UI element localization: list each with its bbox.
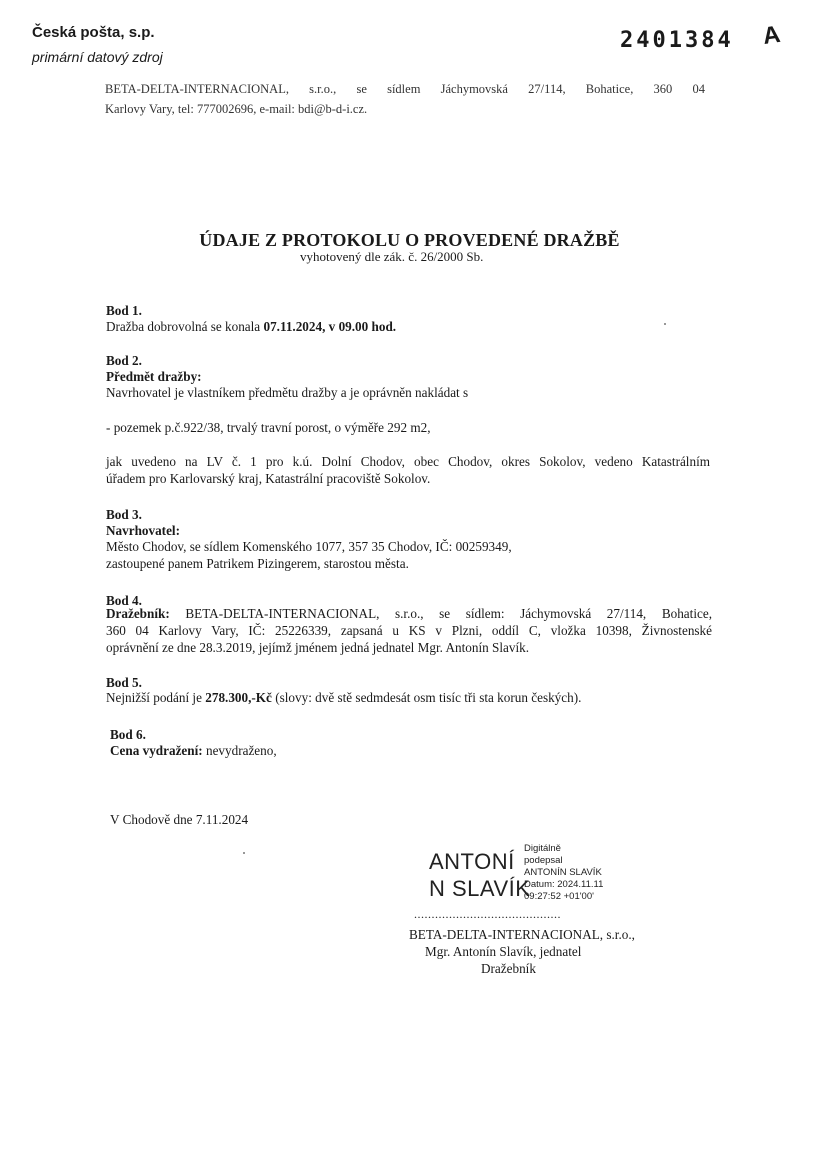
scan-speck [243, 852, 245, 854]
letterhead [105, 82, 705, 97]
bod2-line-1: Navrhovatel je vlastníkem předmětu dražby a je oprávněn nakládat s [106, 385, 469, 400]
signature-role: Dražebník [481, 961, 536, 976]
bod5-text [106, 689, 581, 706]
bod4-label: Dražebník: [106, 606, 170, 621]
letterhead-line-2: Karlovy Vary, tel: 777002696, e-mail: bdi@b-d-i.cz. [105, 102, 368, 116]
bod5-text-post: (slovy: dvě stě sedmdesát osm tisíc tři sta korun českých). [271, 690, 582, 705]
signature-dotted-line: .......................................... [414, 907, 561, 921]
bod2-line-3: úřadem pro Karlovarský kraj, Katastrální pracoviště Sokolov. [106, 471, 431, 486]
digital-line-4: Datum: 2024.11.11 [524, 879, 604, 890]
bod4-line-3: oprávnění ze dne 28.3.2019, jejímž jménem jedná jednatel Mgr. Antonín Slavík. [106, 640, 530, 655]
page-title: ÚDAJE Z PROTOKOLU O PROVEDENÉ DRAŽBĚ [199, 230, 620, 250]
page-subtitle: vyhotovený dle zák. č. 26/2000 Sb. [300, 249, 484, 264]
bod2-heading: Bod 2. [106, 353, 142, 368]
post-office-subtitle: primární datový zdroj [32, 49, 163, 65]
scan-speck [664, 323, 666, 325]
bod6-heading: Bod 6. [110, 727, 146, 742]
signature-name-line-1: ANTONÍ [429, 849, 515, 874]
bod4-line-1 [106, 605, 712, 622]
digital-line-3: ANTONÍN SLAVÍK [524, 867, 602, 878]
place-date: V Chodově dne 7.11.2024 [110, 812, 249, 827]
digital-signature-info [524, 843, 603, 903]
signature-person: Mgr. Antonín Slavík, jednatel [425, 944, 582, 959]
letterhead-line-1: BETA-DELTA-INTERNACIONAL, s.r.o., se sídlem Jáchymovská 27/114, Bohatice, 360 04 [105, 82, 705, 96]
signature-company: BETA-DELTA-INTERNACIONAL, s.r.o., [409, 927, 635, 942]
bod1-heading: Bod 1. [106, 303, 142, 318]
bod4-line-1-wrap [106, 605, 712, 622]
bod3-line-2: zastoupené panem Patrikem Pizingerem, starostou města. [106, 556, 409, 571]
bod5-price: 278.300,-Kč [205, 690, 272, 705]
document-number: 2401384 [620, 28, 734, 53]
bod6-text [110, 742, 277, 759]
bod2-line-2: jak uvedeno na LV č. 1 pro k.ú. Dolní Chodov, obec Chodov, okres Sokolov, vedeno Katastrálním [106, 454, 710, 469]
bod4-line-2: 360 04 Karlovy Vary, IČ: 25226339, zapsaná u KS v Plzni, oddíl C, vložka 10398, Živnostenské [106, 623, 712, 638]
bod6-label: Cena vydražení: [110, 743, 203, 758]
digital-line-2: podepsal [524, 855, 563, 866]
bod4-line-1-text: BETA-DELTA-INTERNACIONAL, s.r.o., se sídlem: Jáchymovská 27/114, Bohatice, [169, 606, 712, 621]
bod6-value: nevydraženo, [202, 743, 277, 758]
document-suffix: A [761, 20, 783, 51]
bod4-line-2-wrap [106, 622, 712, 639]
bod2-item: - pozemek p.č.922/38, trvalý travní porost, o výměře 292 m2, [106, 420, 431, 435]
bod3-line-1: Město Chodov, se sídlem Komenského 1077, 357 35 Chodov, IČ: 00259349, [106, 539, 512, 554]
bod2-line-2-wrap [106, 453, 710, 470]
bod1-datetime: 07.11.2024, v 09.00 hod. [263, 319, 397, 334]
digital-line-5: 09:27:52 +01'00' [524, 891, 594, 902]
bod2-subheading: Předmět dražby: [106, 369, 202, 384]
bod3-subheading: Navrhovatel: [106, 523, 180, 538]
bod3-heading: Bod 3. [106, 507, 142, 522]
bod1-text [106, 318, 396, 335]
bod4-heading: Bod 4. [106, 593, 142, 608]
bod5-heading: Bod 5. [106, 675, 142, 690]
bod5-text-pre: Nejnižší podání je [106, 690, 206, 705]
signature-name-line-2: N SLAVÍK [429, 876, 531, 901]
post-office-name: Česká pošta, s.p. [32, 24, 155, 41]
digital-line-1: Digitálně [524, 843, 561, 854]
bod1-text-pre: Dražba dobrovolná se konala [106, 319, 264, 334]
